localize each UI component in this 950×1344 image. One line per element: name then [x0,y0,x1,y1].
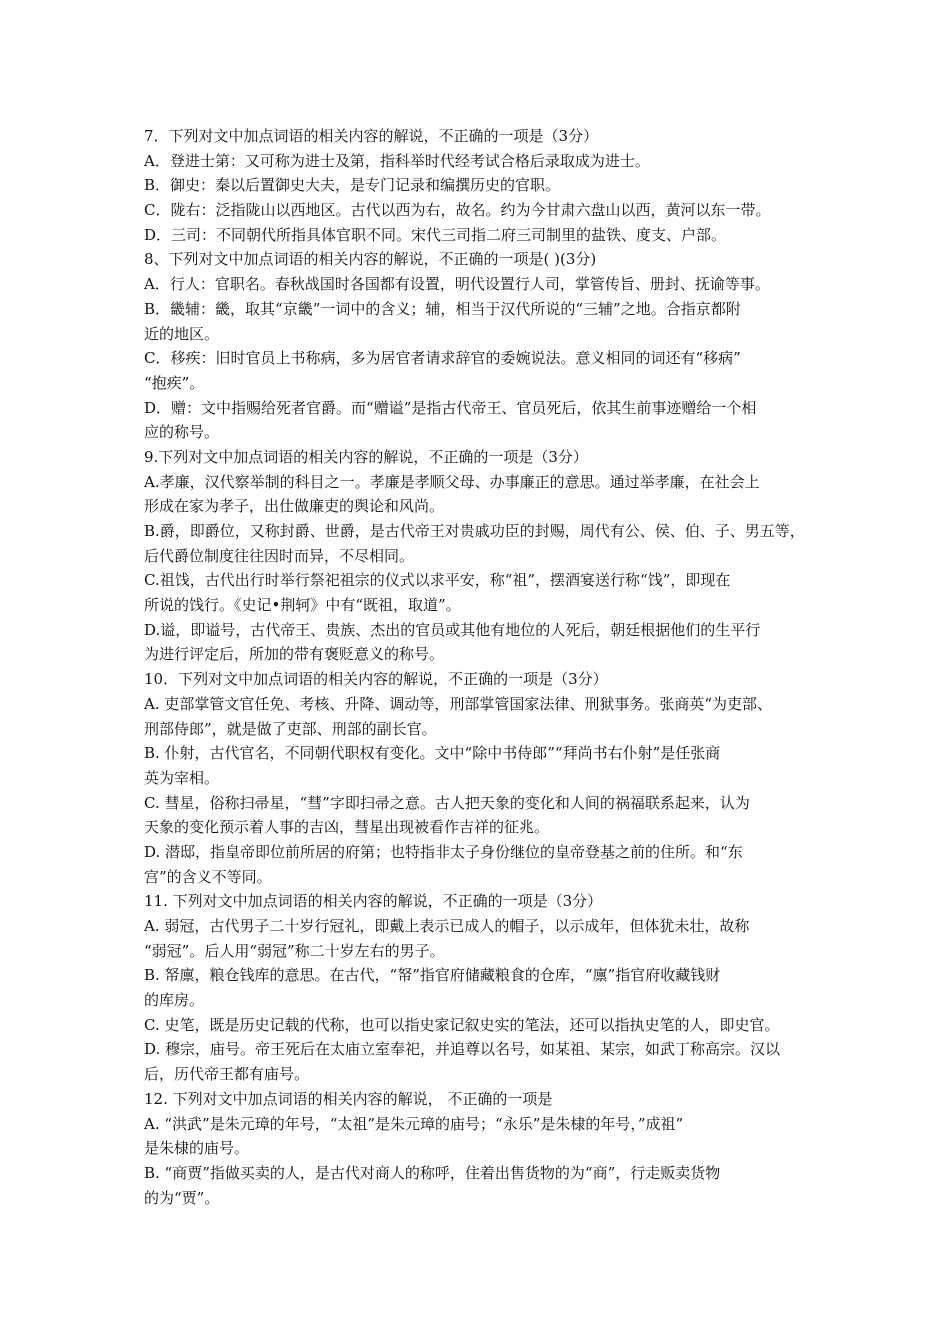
question-11-option-a-cont: “弱冠”。后人用“弱冠”称二十岁左右的男子。 [144,941,445,960]
question-10-option-b-cont: 英为宰相。 [144,768,220,787]
question-11-option-d-cont: 后，历代帝王都有庙号。 [144,1065,310,1084]
question-9-stem: 9.下列对文中加点词语的相关内容的解说，不正确的一项是（3分） [144,447,588,466]
question-8-option-b: B．畿辅：畿，取其“京畿”一词中的含义；辅，相当于汉代所说的“三辅”之地。合指京都附 [144,299,741,318]
question-9-option-c-cont: 所说的饯行。《史记•荆轲》中有“既祖，取道”。 [144,596,461,615]
question-7-option-a: A．登进士第：又可称为进士及第，指科举时代经考试合格后录取成为进士。 [144,151,650,170]
question-7-option-b: B．御史：秦以后置御史大夫，是专门记录和编撰历史的官职。 [144,176,561,195]
question-10-option-a: A. 吏部掌管文官任免、考核、升降、调动等，刑部掌管国家法律、刑狱事务。张商英“为吏部、 [144,694,773,713]
question-8-option-d: D．赠：文中指赐给死者官爵。而“赠谥”是指古代帝王、官员死后，依其生前事迹赠给一个相 [144,398,757,417]
question-10-option-b: B. 仆射，古代官名，不同朝代职权有变化。文中“除中书侍郎”“拜尚书右仆射”是任张商 [144,744,721,763]
question-11-option-b-cont: 的库房。 [144,991,205,1010]
question-10-option-d-cont: 宫”的含义不等同。 [144,867,272,886]
question-10-option-a-cont: 刑部侍郎”，就是做了吏部、刑部的副长官。 [144,719,437,738]
question-11-option-d: D. 穆宗，庙号。帝王死后在太庙立室奉祀，并追尊以名号，如某祖、某宗，如武丁称高宗。汉以 [144,1040,781,1059]
question-8-stem: 8、下列对文中加点词语的相关内容的解说，不正确的一项是( )(3分) [144,250,597,269]
question-9-option-a-cont: 形成在家为孝子，出仕做廉吏的舆论和风尚。 [144,497,445,516]
question-11-stem: 11. 下列对文中加点词语的相关内容的解说，不正确的一项是（3分） [144,892,603,911]
question-9-option-d: D.谥，即谥号，古代帝王、贵族、杰出的官员或其他有地位的人死后，朝廷根据他们的生平行 [144,620,761,639]
question-11-option-c: C. 史笔，既是历史记载的代称，也可以指史家记叙史实的笔法，还可以指执史笔的人，即史官。 [144,1015,780,1034]
question-11-option-b: B. 帑廪，粮仓钱库的意思。在古代，“帑”指官府储藏粮食的仓库，“廪”指官府收藏钱财 [144,966,721,985]
question-9-option-b: B.爵，即爵位，又称封爵、世爵，是古代帝王对贵戚功臣的封赐，周代有公、侯、伯、子、男五等， [144,522,805,540]
question-7-option-d: D．三司：不同朝代所指具体官职不同。宋代三司指二府三司制里的盐铁、度支、户部。 [144,225,727,244]
question-8-option-a: A．行人：官职名。春秋战国时各国都有设置，明代设置行人司，掌管传旨、册封、抚谕等事。 [144,275,770,294]
question-7-option-c: C．陇右：泛指陇山以西地区。古代以西为右，故名。约为今甘肃六盘山以西，黄河以东一带。 [144,201,771,220]
question-10-option-d: D. 潜邸，指皇帝即位前所居的府第；也特指非太子身份继位的皇帝登基之前的住所。和“东 [144,842,743,861]
question-9-option-a: A.孝廉，汉代察举制的科目之一。孝廉是孝顺父母、办事廉正的意思。通过举孝廉，在社会上 [144,472,760,491]
question-12-option-a-cont: 是朱棣的庙号。 [144,1139,250,1158]
question-9-option-d-cont: 为进行评定后，所加的带有褒贬意义的称号。 [144,645,445,664]
question-9-option-b-cont: 后代爵位制度往往因时而异，不尽相同。 [144,546,415,565]
question-10-stem: 10．下列对文中加点词语的相关内容的解说，不正确的一项是（3分） [144,670,608,689]
document-page [144,124,812,1210]
question-12-option-b: B. “商贾”指做买卖的人，是古代对商人的称呼，住着出售货物的为“商”，行走贩卖货物 [144,1163,721,1182]
question-7-stem: 7．下列对文中加点词语的相关内容的解说，不正确的一项是（3分） [144,127,599,145]
question-8-option-d-cont: 应的称号。 [144,423,220,442]
question-8-option-b-cont: 近的地区。 [144,324,220,343]
question-12-option-b-cont: 的为“贾”。 [144,1188,220,1207]
question-12-stem: 12. 下列对文中加点词语的相关内容的解说， 不正确的一项是 [144,1089,553,1108]
question-8-option-c: C．移疾：旧时官员上书称病，多为居官者请求辞官的委婉说法。意义相同的词还有“移病” [144,349,741,368]
question-8-option-c-cont: “抱疾”。 [144,373,205,392]
question-11-option-a: A. 弱冠，古代男子二十岁行冠礼，即戴上表示已成人的帽子，以示成年，但体犹未壮，故称 [144,917,750,935]
question-10-option-c: C. 彗星，俗称扫帚星，“彗”字即扫帚之意。古人把天象的变化和人间的祸福联系起来，认为 [144,793,750,812]
question-9-option-c: C.祖饯，古代出行时举行祭祀祖宗的仪式以求平安，称“祖”，摆酒宴送行称“饯”，即现在 [144,571,731,590]
question-12-option-a: A. “洪武”是朱元璋的年号，“太祖”是朱元璋的庙号；“永乐”是朱棣的年号，”成祖” [144,1114,684,1133]
question-10-option-c-cont: 天象的变化预示着人事的吉凶，彗星出现被看作吉祥的征兆。 [144,818,550,837]
